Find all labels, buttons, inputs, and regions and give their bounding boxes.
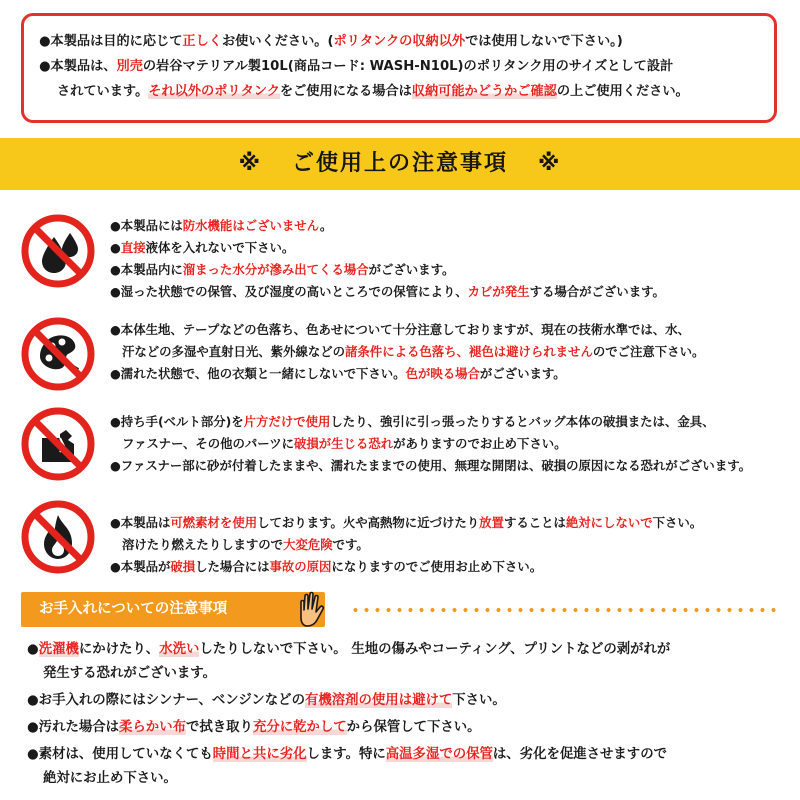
notice-box	[21, 13, 777, 123]
notice-line-2: ●本製品は、別売の岩谷マテリアル製10L(商品コード: WASH-N10L)のポリタンク用のサイズとして設計	[39, 59, 674, 74]
hand-icon	[291, 588, 335, 632]
damage-text: ●持ち手(ベルト部分)を片方だけで使用したり、強引に引っ張ったりするとバッグ本体の破損または、金具、 ファスナー、その他のパーツに破損が生じる恐れがありますのでお止め下さい。 ●ファスナー部に砂が付着したままや、濡れたままでの使用、無理な開閉は、破損の原因になる恐れがございます。	[110, 414, 751, 473]
fire-text: ●本製品は可燃素材を使用しております。火や高熱物に近づけたり放置することは絶対にしないで下さい。 溶けたり燃えたりしますので大変危険です。 ●本製品が破損した場合には事故の原因になりますのでご使用お止め下さい。	[110, 515, 703, 574]
caution-banner	[0, 138, 800, 190]
list-item: 発生する恐れがございます。	[43, 666, 217, 681]
no-damage-icon	[20, 406, 96, 482]
care-header	[21, 592, 325, 627]
list-item: ●お手入れの際にはシンナー、ベンジンなどの有機溶剤の使用は避けて下さい。	[27, 693, 506, 708]
list-item: 絶対にお止め下さい。	[43, 771, 177, 786]
dotted-divider	[350, 608, 782, 612]
caution-color	[0, 310, 800, 400]
list-item: ●洗濯機にかけたり、水洗いしたりしないで下さい。 生地の傷みやコーティング、プリントなどの剥がれが	[27, 642, 671, 657]
care-list	[27, 638, 670, 791]
water-text: ●本製品には防水機能はございません。 ●直接液体を入れないで下さい。 ●本製品内に溜まった水分が滲み出てくる場合がございます。 ●湿った状態での保管、及び湿度の高いところでの保管により、カビが発生する場合がございます。	[110, 218, 665, 299]
list-item: ●素材は、使用していなくても時間と共に劣化します。特に高温多湿での保管は、劣化を促進させますので	[27, 747, 667, 762]
reference-mark-left: ※	[238, 151, 262, 176]
no-fire-icon	[20, 499, 96, 575]
notice-line-1: ●本製品は目的に応じて正しくお使いください。(ポリタンクの収納以外では使用しないで下さい。)	[39, 34, 623, 49]
caution-water	[0, 205, 800, 305]
reference-mark-right: ※	[538, 151, 562, 176]
no-paint-icon	[20, 316, 96, 392]
color-text: ●本体生地、テープなどの色落ち、色あせについて十分注意しておりますが、現在の技術水準では、水、 汗などの多湿や直射日光、紫外線などの諸条件による色落ち、褪色は避けられませんのでご注意下さい。 ●濡れた状態で、他の衣類と一緒にしないで下さい。色が映る場合がございます。	[110, 322, 705, 381]
banner-title: ご使用上の注意事項	[291, 151, 508, 176]
no-water-icon	[20, 213, 96, 289]
notice-line-3: されています。それ以外のポリタンクをご使用になる場合は収納可能かどうかご確認の上ご使用ください。	[57, 84, 689, 99]
list-item: ●汚れた場合は柔らかい布で拭き取り充分に乾かしてから保管して下さい。	[27, 720, 481, 735]
caution-fire	[0, 495, 800, 585]
care-title: お手入れについての注意事項	[39, 601, 228, 617]
caution-damage	[0, 400, 800, 490]
